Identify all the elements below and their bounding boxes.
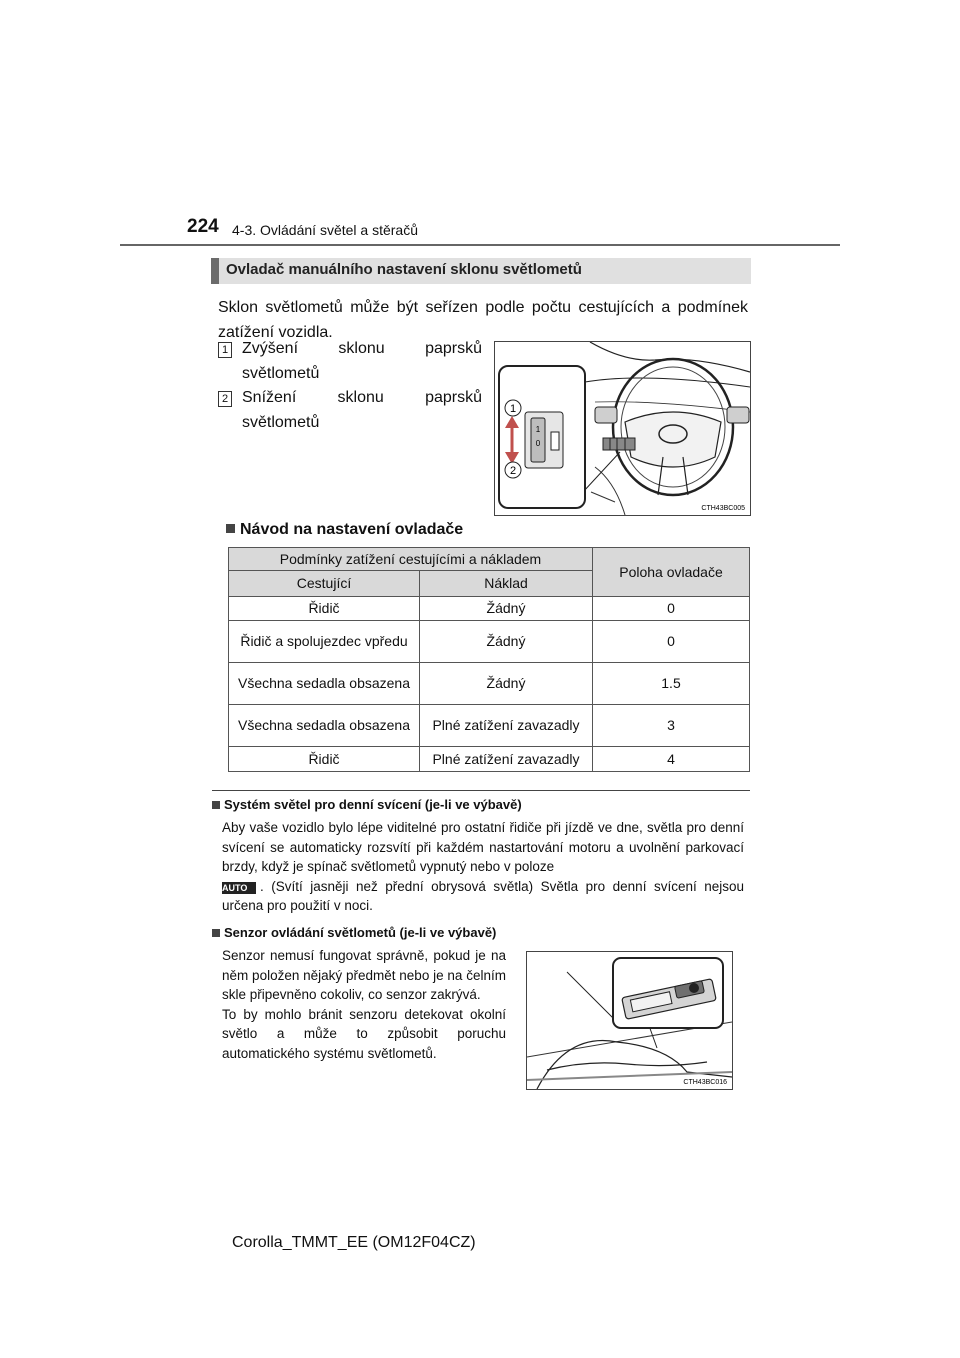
table-cell-cargo: Plné zatížení zavazadly	[420, 705, 593, 747]
section-heading: Ovladač manuálního nastavení sklonu světlometů	[226, 261, 582, 278]
page-number: 224	[187, 216, 219, 237]
callout-2: 2	[509, 465, 517, 477]
table-cell-position: 3	[593, 705, 750, 747]
note1-body	[222, 818, 744, 916]
item-text-2: Snížení sklonu paprsků světlometů	[242, 389, 482, 431]
table-cell-position: 1.5	[593, 663, 750, 705]
note-bullet-icon	[212, 801, 220, 809]
dashboard-illustration	[495, 342, 750, 515]
note-bullet-icon	[212, 929, 220, 937]
table-cell-cargo: Plné zatížení zavazadly	[420, 747, 593, 772]
footer-document-id: Corolla_TMMT_EE (OM12F04CZ)	[232, 1234, 476, 1251]
note1-heading-text: Systém světel pro denní svícení (je-li ve výbavě)	[224, 797, 522, 812]
switch-mark-1: 1	[535, 425, 541, 434]
adjustment-subheading-text: Návod na nastavení ovladače	[240, 521, 464, 538]
table-cell-position: 4	[593, 747, 750, 772]
table-cell-cargo: Žádný	[420, 597, 593, 621]
note1-text-part2: . (Svítí jasněji než přední obrysová světla) Světla pro denní svícení nejsou určena pro použití v noci.	[222, 878, 744, 913]
table-group-header: Podmínky zatížení cestujícími a nákladem	[229, 548, 593, 571]
switch-mark-0: 0	[535, 439, 541, 448]
adjustment-subheading	[226, 521, 463, 539]
note1-text-part1: Aby vaše vozidlo bylo lépe viditelné pro ostatní řidiče při jízdě ve dne, světla pro denní svícení se automaticky rozsvítí při každém nastartování motoru a uvolnění parkovací brzdy, když je spínač světlometů vypnutý nebo v poloze	[222, 820, 744, 874]
table-row	[229, 705, 750, 747]
header-divider	[120, 244, 840, 246]
callout-1: 1	[509, 403, 517, 415]
table-row	[229, 663, 750, 705]
table-row	[229, 621, 750, 663]
note2-heading-text: Senzor ovládání světlometů (je-li ve výbavě)	[224, 925, 497, 940]
table-cell-passengers: Všechna sedadla obsazena	[229, 705, 420, 747]
item-number-2: 2	[218, 391, 232, 407]
table-cell-position: 0	[593, 621, 750, 663]
intro-paragraph: Sklon světlometů může být seřízen podle počtu cestujících a podmínek zatížení vozidla.	[218, 299, 748, 341]
item-text-1: Zvýšení sklonu paprsků světlometů	[242, 340, 482, 382]
table-cell-passengers: Řidič	[229, 597, 420, 621]
note2-body: Senzor nemusí fungovat správně, pokud je na něm položen nějaký předmět nebo je na čelním skle připevněno cokoliv, co senzor zakrývá. To by mohlo bránit senzoru detekovat okolní světlo a může to způsobit poruchu automatického systému světlometů.	[222, 948, 506, 1061]
table-passengers-header: Cestující	[229, 571, 420, 597]
light-sensor-figure	[526, 951, 733, 1090]
table-header-row	[229, 548, 750, 571]
notes-divider	[212, 790, 750, 791]
table-cargo-header: Náklad	[420, 571, 593, 597]
table-cell-position: 0	[593, 597, 750, 621]
table-cell-passengers: Řidič a spolujezdec vpředu	[229, 621, 420, 663]
section-title: 4-3. Ovládání světel a stěračů	[232, 222, 418, 238]
table-cell-cargo: Žádný	[420, 621, 593, 663]
windshield-sensor-illustration	[527, 952, 732, 1089]
table-row	[229, 747, 750, 772]
figure2-code: CTH43BC016	[683, 1079, 727, 1086]
figure1-code: CTH43BC005	[701, 505, 745, 512]
item-number-1: 1	[218, 342, 232, 358]
table-cell-passengers: Řidič	[229, 747, 420, 772]
auto-badge-icon: AUTO	[222, 882, 256, 894]
table-row	[229, 597, 750, 621]
note1-heading	[212, 797, 522, 812]
table-cell-passengers: Všechna sedadla obsazena	[229, 663, 420, 705]
headlight-switch-figure	[494, 341, 751, 516]
section-heading-accent	[211, 258, 219, 284]
table-cell-cargo: Žádný	[420, 663, 593, 705]
table-position-header: Poloha ovladače	[593, 548, 750, 597]
load-table	[228, 547, 750, 772]
note2-heading	[212, 925, 496, 940]
bullet-square-icon	[226, 524, 235, 533]
